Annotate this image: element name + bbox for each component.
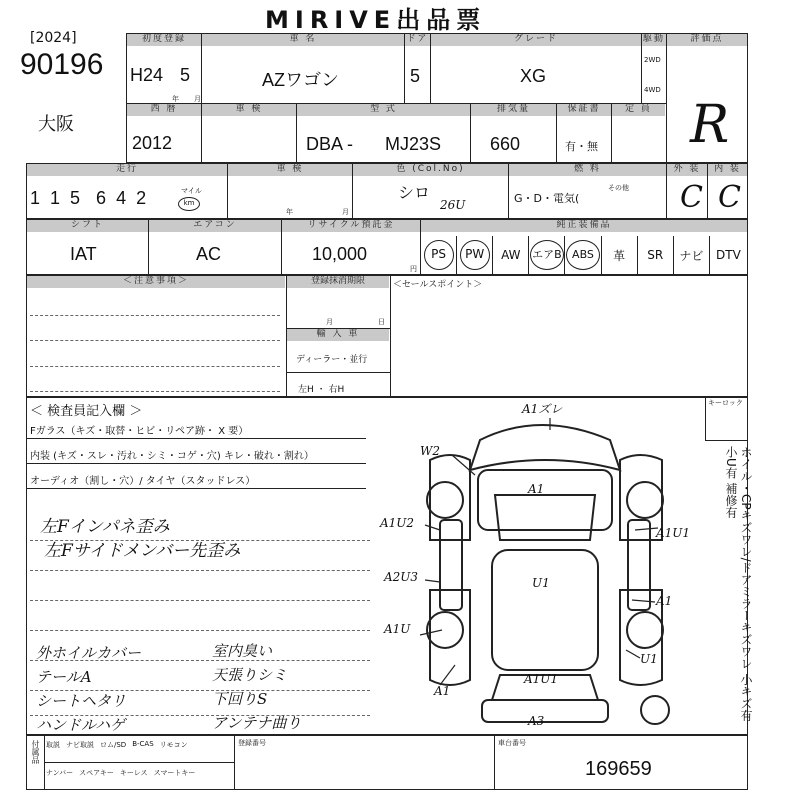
note-4: テールA xyxy=(36,668,92,686)
mileage-digit: 4 xyxy=(116,188,127,208)
hdr-inspection2: 車 検 xyxy=(228,164,352,176)
hdr-interior: 内 装 xyxy=(708,164,747,176)
door-count: 5 xyxy=(410,66,421,86)
import-dealer: ディーラー・並行 xyxy=(296,355,368,365)
model-code: MJ23S xyxy=(385,134,442,154)
equip-ps-label: PS xyxy=(424,240,454,270)
equip-navi xyxy=(674,236,710,274)
year-unit: 年 xyxy=(172,95,179,103)
mark-a1u-left: A1U xyxy=(384,622,411,636)
hdr-chassis-no: 車台番号 xyxy=(498,739,526,747)
interior-line: 内装 (キズ・スレ・汚れ・シミ・コゲ・穴) キレ・破れ・割れ） xyxy=(30,451,314,462)
equip-dtv xyxy=(710,236,747,274)
mileage-digit: 1 xyxy=(30,188,41,208)
month-unit: 月 xyxy=(194,95,201,103)
month-unit-3: 月 xyxy=(326,318,333,326)
hdr-grade: グレード xyxy=(431,34,641,46)
interior-score: C xyxy=(718,180,741,215)
month-unit-2: 月 xyxy=(342,208,349,216)
lot-number: 90196 xyxy=(20,48,104,81)
acc-manual: 取説 xyxy=(46,741,60,749)
acc-number: ナンバー xyxy=(46,769,74,777)
recycle-unit: 円 xyxy=(410,265,417,273)
note-10: アンテナ曲り xyxy=(212,714,302,732)
hdr-keylock: キーロック xyxy=(708,399,743,407)
hdr-score: 評価点 xyxy=(667,34,747,46)
mark-a1-right: A1 xyxy=(656,594,673,608)
hdr-recycle: リサイクル預託金 xyxy=(282,220,420,232)
exterior-score: C xyxy=(680,180,703,215)
mile-label: マイル xyxy=(181,187,202,195)
acc-smart-key: スマートキー xyxy=(153,769,196,777)
equip-airbag xyxy=(529,236,565,274)
audio-line: オーディオ（割し・穴）/ タイヤ（スタッドレス） xyxy=(30,476,256,487)
note-1: 左Fインパネ歪み xyxy=(40,517,170,537)
hdr-warranty: 保証書 xyxy=(557,104,611,116)
accessories-row-2 xyxy=(46,768,195,778)
equip-pw xyxy=(457,236,493,274)
equip-leather-label: 革 xyxy=(613,248,626,263)
day-unit: 日 xyxy=(378,318,385,326)
acc-bcas: B-CAS xyxy=(132,740,154,748)
hdr-shift: シフト xyxy=(27,220,148,232)
mileage-digit: 5 xyxy=(70,188,81,208)
equip-aw xyxy=(493,236,529,274)
hdr-equipment: 純正装備品 xyxy=(421,220,747,232)
mark-u1-center: U1 xyxy=(532,576,550,590)
chassis-number: 169659 xyxy=(585,758,652,780)
hdr-color: 色 (Col.No) xyxy=(353,164,508,176)
hdr-registration: 初度登録 xyxy=(127,34,201,46)
equip-ps xyxy=(421,236,457,274)
equip-airbag-label: エアB xyxy=(530,240,564,270)
mark-a1-shift: A1ズレ xyxy=(522,402,563,416)
mileage-digits xyxy=(30,188,146,209)
hdr-capacity: 定 員 xyxy=(612,104,665,116)
mark-a1u2: A1U2 xyxy=(380,516,415,530)
hdr-reg-deadline: 登録抹消期限 xyxy=(287,276,389,288)
color-value: シロ xyxy=(398,185,431,202)
hdr-import: 輸 入 車 xyxy=(287,329,389,341)
hdr-sales-point: ＜セールスポイント＞ xyxy=(393,280,483,290)
recycle-value: 10,000 xyxy=(312,244,368,264)
hdr-model-name: 車 名 xyxy=(202,34,404,46)
grade-value: XG xyxy=(520,66,547,86)
hdr-model-type: 型 式 xyxy=(297,104,470,116)
note-7: 室内臭い xyxy=(212,642,273,660)
warranty-value: 有・無 xyxy=(565,140,598,153)
mark-w2: W2 xyxy=(420,444,440,458)
model-prefix: DBA - xyxy=(306,134,354,154)
equip-abs xyxy=(565,236,601,274)
hdr-notes: ＜注意事項＞ xyxy=(27,276,285,288)
equip-pw-label: PW xyxy=(460,240,490,270)
equip-aw-label: AW xyxy=(501,248,521,262)
equip-abs-label: ABS xyxy=(566,240,600,270)
mark-a1-top: A1 xyxy=(528,482,545,496)
mileage-digit: 2 xyxy=(136,188,147,208)
year-value: 2012 xyxy=(132,133,173,153)
color-code: 26U xyxy=(440,198,466,212)
equip-leather xyxy=(602,236,638,274)
equip-navi-label: ナビ xyxy=(679,248,704,263)
location: 大阪 xyxy=(38,114,74,134)
right-vertical-text: ホイル・CPキズワレ/ドアミラーキズワレ 小キズ有 小U有 補修有 xyxy=(724,446,753,722)
hdr-displacement: 排気量 xyxy=(471,104,556,116)
fuel-other: その他 xyxy=(608,184,629,192)
hdr-doors: ドア xyxy=(406,34,429,44)
mark-a2u3: A2U3 xyxy=(384,570,419,584)
equip-sr xyxy=(638,236,674,274)
equip-dtv-label: DTV xyxy=(716,248,741,262)
note-9: 下回りS xyxy=(212,690,268,708)
shift-value: IAT xyxy=(70,244,97,264)
hdr-exterior: 外 装 xyxy=(667,164,707,176)
accessories-row-1 xyxy=(46,740,188,750)
hdr-inspection: 車 検 xyxy=(202,104,296,116)
mark-a1u1-right: A1U1 xyxy=(656,526,691,540)
car-name: AZワゴン xyxy=(262,70,340,90)
reg-month: 5 xyxy=(180,65,191,85)
mileage-digit: 6 xyxy=(96,188,107,208)
acc-keyless: キーレス xyxy=(119,769,148,777)
mark-a3: A3 xyxy=(528,714,545,728)
year-tag: [2024] xyxy=(30,30,77,46)
equipment-list xyxy=(421,236,747,274)
hdr-mileage: 走行 xyxy=(27,164,227,176)
aircon-value: AC xyxy=(196,244,222,264)
accessories-side-label: 付属品 xyxy=(31,740,40,764)
hdr-fuel: 燃 料 xyxy=(509,164,666,176)
note-8: 天張りシミ xyxy=(212,666,288,684)
drive-2wd: 2WD xyxy=(644,56,661,64)
note-5: シートヘタリ xyxy=(36,692,127,710)
hdr-registration-no: 登録番号 xyxy=(238,739,266,747)
equip-sr-label: SR xyxy=(647,248,664,262)
page-title: MIRIVE出品票 xyxy=(265,6,487,34)
year-unit-2: 年 xyxy=(286,208,293,216)
acc-remote: リモコン xyxy=(159,741,188,749)
hdr-drive: 駆動 xyxy=(642,34,665,44)
hdr-year: 西 暦 xyxy=(127,104,201,116)
acc-rom-sd: ロム/SD xyxy=(100,741,127,749)
acc-spare-key: スペアキー xyxy=(79,769,114,777)
mark-a1-bottom-left: A1 xyxy=(434,684,451,698)
fuel-value: G・D・電気( xyxy=(514,192,580,205)
drive-4wd: 4WD xyxy=(644,86,661,94)
mark-u1-right: U1 xyxy=(640,652,658,666)
note-2: 左Fサイドメンバー先歪み xyxy=(44,541,241,561)
inspector-header: ＜ 検査員記入欄 ＞ xyxy=(30,404,143,419)
import-handle: 左H ・ 右H xyxy=(298,385,345,395)
acc-navi-manual: ナビ取説 xyxy=(66,741,94,749)
km-label: km xyxy=(178,197,200,211)
mileage-digit: 1 xyxy=(50,188,61,208)
era: H24 xyxy=(130,65,164,85)
mark-a1u1-bottom: A1U1 xyxy=(524,672,559,686)
note-3: 外ホイルカバー xyxy=(36,644,142,662)
note-6: ハンドルハゲ xyxy=(36,716,125,734)
score-value: R xyxy=(690,95,730,155)
hdr-aircon: エアコン xyxy=(149,220,281,232)
glass-line: Fガラス（キズ・取替・ヒビ・リペア跡・ X 要） xyxy=(30,426,249,437)
cc-value: 660 xyxy=(490,134,521,154)
